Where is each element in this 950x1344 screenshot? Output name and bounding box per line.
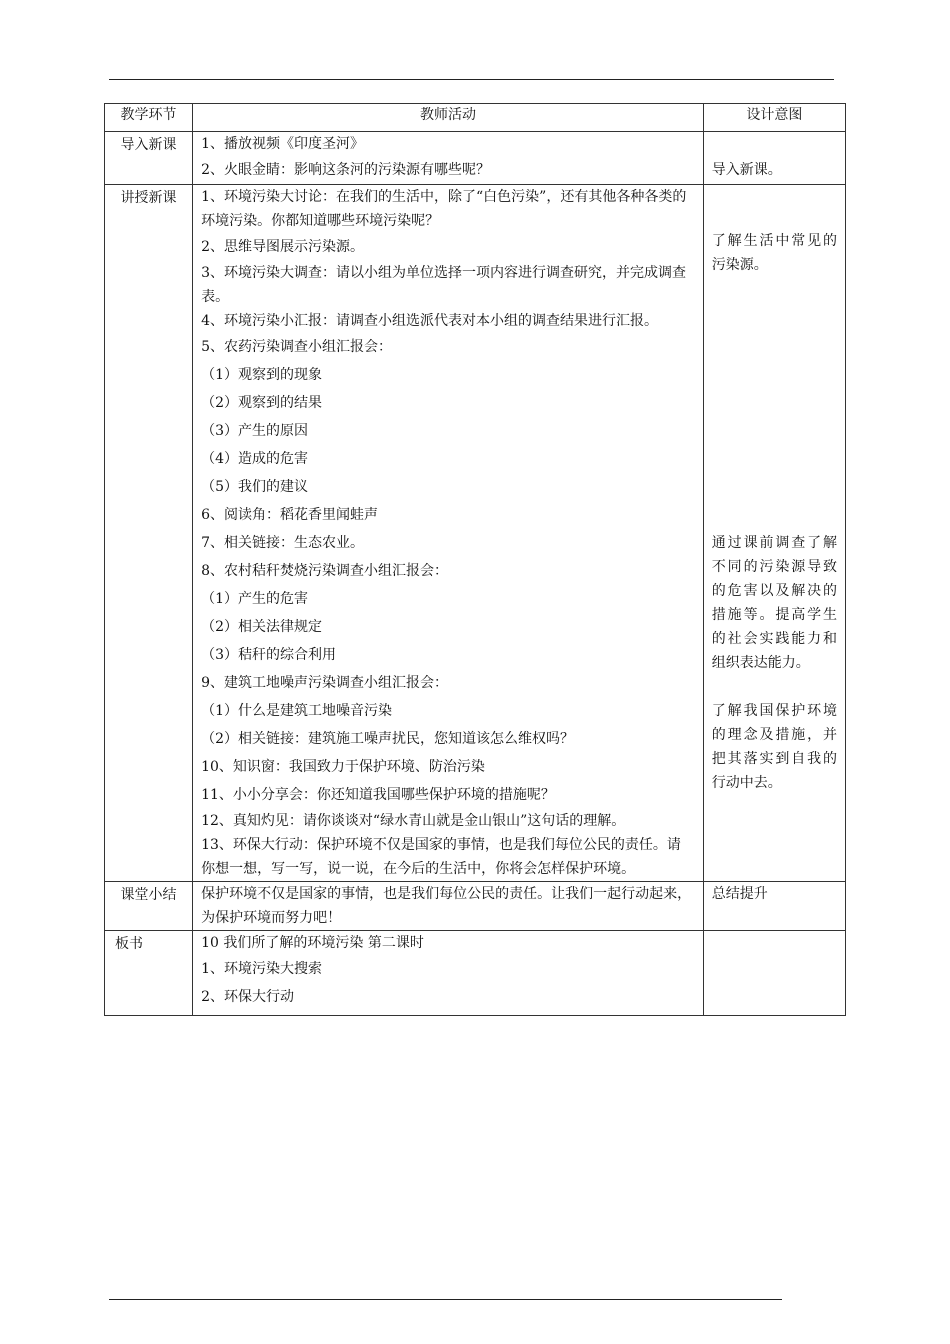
- intent-text: 了解生活中常见的污染源。: [711, 233, 837, 273]
- activity-line: 7、相关链接：生态农业。: [201, 535, 365, 551]
- activities-summary: [193, 882, 704, 931]
- table-header-row: [105, 104, 846, 132]
- intent-intro: [703, 132, 845, 185]
- intent-text: 了解我国保护环境的理念及措施，并把其落实到自我的行动中去。: [711, 703, 837, 791]
- table-row-summary: [105, 882, 846, 931]
- intent-summary: 总结提升: [703, 882, 845, 931]
- activity-line: 12、真知灼见：请你谈谈对“绿水青山就是金山银山”这句话的理解。: [201, 813, 626, 829]
- activities-board: [193, 931, 704, 1016]
- intent-board: [703, 931, 845, 1016]
- activities-intro: [193, 132, 704, 185]
- activity-line: 2、火眼金睛：影响这条河的污染源有哪些呢？: [201, 162, 491, 178]
- activity-line: （1）什么是建筑工地噪音污染: [201, 703, 393, 719]
- intent-text: 导入新课。: [711, 162, 782, 178]
- activity-line: 13、环保大行动：保护环境不仅是国家的事情，也是我们每位公民的责任。请你想一想，写一写，说一说，在今后的生活中，你将会怎样保护环境。: [201, 837, 681, 877]
- stage-board: 板书: [105, 931, 193, 1016]
- intent-teach: [703, 185, 845, 882]
- activity-line: 11、小小分享会：你还知道我国哪些保护环境的措施呢？: [201, 787, 555, 803]
- activity-line: 5、农药污染调查小组汇报会：: [201, 339, 393, 355]
- activity-line: 10 我们所了解的环境污染 第二课时: [201, 935, 424, 951]
- stage-teach: 讲授新课: [105, 185, 193, 882]
- activity-line: （3）秸秆的综合利用: [201, 647, 337, 663]
- activity-line: 4、环境污染小汇报：请调查小组选派代表对本小组的调查结果进行汇报。: [201, 313, 659, 329]
- header-intent: 设计意图: [703, 104, 845, 132]
- activity-line: 2、思维导图展示污染源。: [201, 239, 365, 255]
- footer-rule: [109, 1299, 782, 1300]
- header-stage: 教学环节: [105, 104, 193, 132]
- lesson-plan-table: [104, 103, 846, 1016]
- activity-line: 9、建筑工地噪声污染调查小组汇报会：: [201, 675, 449, 691]
- activity-line: 10、知识窗：我国致力于保护环境、防治污染: [201, 759, 485, 775]
- activity-line: 1、环境污染大搜索: [201, 961, 323, 977]
- activity-line: （2）相关链接：建筑施工噪声扰民，您知道该怎么维权吗？: [201, 731, 575, 747]
- activity-line: （2）相关法律规定: [201, 619, 323, 635]
- activity-line: 3、环境污染大调查：请以小组为单位选择一项内容进行调查研究，并完成调查表。: [201, 265, 687, 305]
- activity-line: （3）产生的原因: [201, 423, 309, 439]
- activity-line: 8、农村秸秆焚烧污染调查小组汇报会：: [201, 563, 449, 579]
- stage-intro: 导入新课: [105, 132, 193, 185]
- activity-line: （1）产生的危害: [201, 591, 309, 607]
- activity-line: 6、阅读角：稻花香里闻蛙声: [201, 507, 379, 523]
- activity-line: （5）我们的建议: [201, 479, 309, 495]
- activity-line: 1、播放视频《印度圣河》: [201, 136, 365, 152]
- intent-text: 通过课前调查了解不同的污染源导致的危害以及解决的措施等。提高学生的社会实践能力和组织表达能力。: [711, 535, 837, 671]
- header-activity: 教师活动: [193, 104, 704, 132]
- activities-teach: [193, 185, 704, 882]
- activity-line: （1）观察到的现象: [201, 367, 323, 383]
- activity-line: 2、环保大行动: [201, 989, 295, 1005]
- activity-line: （4）造成的危害: [201, 451, 309, 467]
- activity-line: （2）观察到的结果: [201, 395, 323, 411]
- stage-summary: 课堂小结: [105, 882, 193, 931]
- table-row-board: [105, 931, 846, 1016]
- activity-line: 保护环境不仅是国家的事情，也是我们每位公民的责任。让我们一起行动起来，为保护环境而努力吧！: [201, 886, 692, 926]
- table-row-intro: [105, 132, 846, 185]
- header-rule: [109, 79, 834, 80]
- activity-line: 1、环境污染大讨论：在我们的生活中，除了“白色污染”，还有其他各种各类的环境污染。你都知道哪些环境污染呢？: [201, 189, 687, 229]
- table-row-teach: [105, 185, 846, 882]
